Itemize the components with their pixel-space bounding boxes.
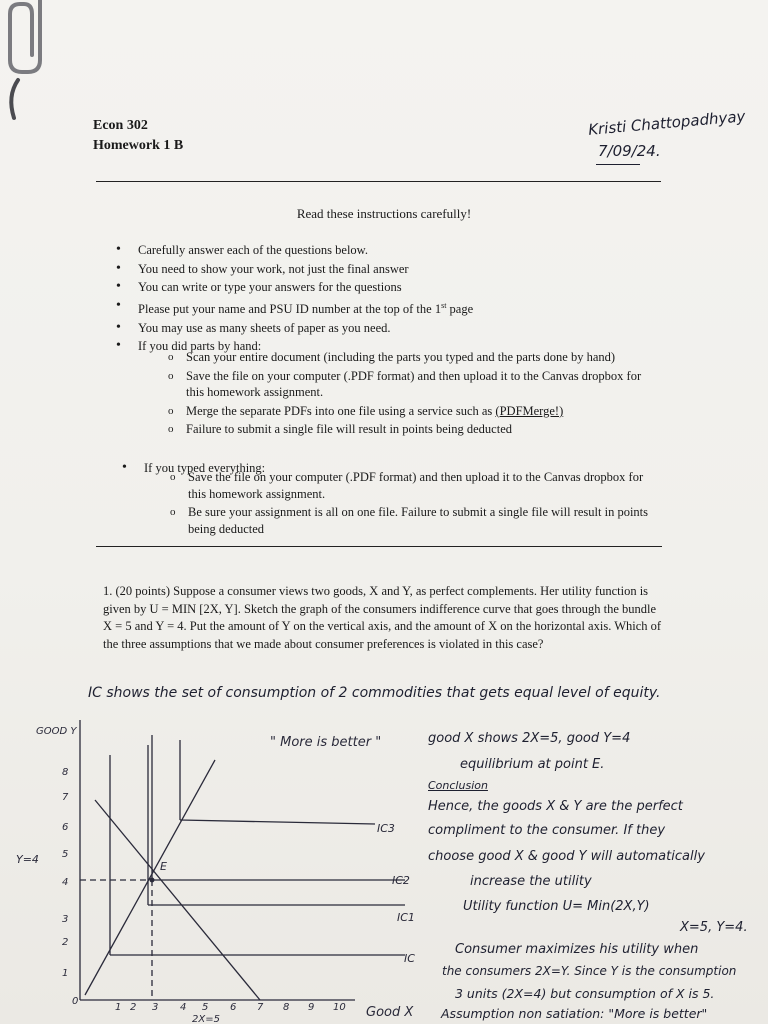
- note-line: Conclusion: [428, 779, 488, 792]
- note-line: Assumption non satiation: "More is better": [441, 1006, 708, 1021]
- note-line: increase the utility: [470, 874, 592, 889]
- typed-sub-bullets: [168, 469, 658, 539]
- y-tick: 8: [62, 767, 69, 778]
- bullet-text: Please put your name and PSU ID number at the top of the 1: [138, 301, 442, 316]
- y-tick: 3: [62, 914, 69, 925]
- y-tick: 7: [62, 792, 69, 803]
- y-tick: 5: [62, 849, 69, 860]
- y-value-label: Y=4: [16, 853, 39, 866]
- x-tick: 9: [308, 1002, 315, 1013]
- x-tick: 4: [180, 1002, 187, 1013]
- note-line: 3 units (2X=4) but consumption of X is 5.: [455, 986, 715, 1001]
- submission-date: 7/09/24.: [598, 142, 661, 160]
- bullet-item: • You may use as many sheets of paper as you need.: [112, 319, 473, 338]
- origin-label: 0: [72, 996, 79, 1007]
- assignment-title: Homework 1 B: [93, 138, 184, 153]
- expansion-path-ray: [85, 760, 215, 995]
- bullet-item: • Carefully answer each of the questions below.: [112, 241, 473, 260]
- divider-bottom: [96, 546, 662, 547]
- note-line: the consumers 2X=Y. Since Y is the consumption: [442, 964, 737, 978]
- note-line: compliment to the consumer. If they: [428, 823, 666, 838]
- sub-bullet-item: o Failure to submit a single file will result in points being deducted: [166, 421, 656, 438]
- sub-bullet-item: o Scan your entire document (including the parts you typed and the parts done by hand): [166, 349, 656, 366]
- more-is-better-quote: " More is better ": [270, 735, 382, 750]
- bullet-item: [112, 297, 473, 319]
- indifference-curve-sketch: [0, 700, 430, 1024]
- curve-label-ic1: IC1: [397, 911, 415, 924]
- divider-top: [96, 181, 661, 182]
- x-tick: 6: [230, 1002, 237, 1013]
- curve-label-ic2: IC2: [392, 874, 410, 887]
- x-tick: 7: [257, 1002, 264, 1013]
- sub-bullet-text: Merge the separate PDFs into one file using a service such as: [186, 403, 496, 418]
- y-tick: 2: [62, 937, 69, 948]
- equilibrium-point: [150, 878, 155, 883]
- point-e-label: E: [160, 860, 167, 873]
- bullet-item: • You can write or type your answers for the questions: [112, 278, 473, 297]
- bullet-item: • You need to show your work, not just the final answer: [112, 260, 473, 279]
- handwritten-answer: IC shows the set of consumption of 2 commodities that gets equal level of equity.: [88, 685, 661, 701]
- y-tick: 4: [62, 877, 69, 888]
- indifference-curve-ic3-horizontal: [180, 820, 375, 824]
- x-tick: 10: [333, 1002, 346, 1013]
- y-tick: 1: [62, 968, 69, 979]
- instruction-bullets: [112, 241, 473, 356]
- hand-sub-bullets: [166, 349, 656, 440]
- x-tick: 5: [202, 1002, 209, 1013]
- pdfmerge-link[interactable]: (PDFMerge!): [495, 403, 564, 418]
- note-line: good X shows 2X=5, good Y=4: [428, 731, 631, 746]
- x-tick: 8: [283, 1002, 290, 1013]
- bullet-text-tail: page: [446, 301, 474, 316]
- budget-line: [95, 800, 260, 1000]
- note-line: Consumer maximizes his utility when: [455, 942, 699, 957]
- y-axis-label: GOOD Y: [36, 726, 77, 737]
- curve-label-ic3: IC3: [377, 822, 395, 835]
- note-line: Utility function U= Min(2X,Y): [463, 899, 650, 914]
- course-code: Econ 302: [93, 118, 148, 133]
- note-line: equilibrium at point E.: [460, 757, 605, 772]
- sub-bullet-item: o Be sure your assignment is all on one file. Failure to submit a single file will result in points being deducted: [168, 504, 658, 537]
- x-tick: 3: [152, 1002, 159, 1013]
- sub-bullet-item: o Save the file on your computer (.PDF format) and then upload it to the Canvas dropbox for this homework assignment.: [166, 368, 656, 401]
- x-value-label: 2X=5: [192, 1014, 220, 1024]
- bullet-item: • If you typed everything:: [118, 459, 265, 478]
- date-underline: [596, 164, 640, 165]
- note-line: choose good X & good Y will automatically: [428, 849, 705, 864]
- y-tick: 6: [62, 822, 69, 833]
- curve-label-ic: IC: [404, 952, 415, 965]
- x-tick: 1: [115, 1002, 122, 1013]
- superscript: st: [441, 300, 447, 310]
- x-tick: 2: [130, 1002, 137, 1013]
- x-axis-label: Good X: [366, 1005, 414, 1020]
- paper-clip-icon: [0, 0, 60, 130]
- sub-bullet-item: o Save the file on your computer (.PDF format) and then upload it to the Canvas dropbox for this homework assignment.: [168, 469, 658, 502]
- sub-bullet-item: [166, 403, 656, 420]
- note-line: X=5, Y=4.: [680, 920, 748, 935]
- note-line: Hence, the goods X & Y are the perfect: [428, 799, 683, 814]
- student-name: Kristi Chattopadhyay: [587, 107, 747, 139]
- bullet-item: • If you did parts by hand:: [112, 337, 473, 356]
- question-1: 1. (20 points) Suppose a consumer views two goods, X and Y, as perfect complements. Her utility function is given by U = MIN [2X, Y]. Sketch the graph of the consumers indifference curve that goes through the bundle X = 5 and Y = 4. Put the amount of Y on the vertical axis, and the amount of X on the horizontal axis. Which of the three assumptions that we made about consumer preferences is violated in this case?: [103, 584, 662, 651]
- instructions-title: Read these instructions carefully!: [296, 206, 472, 221]
